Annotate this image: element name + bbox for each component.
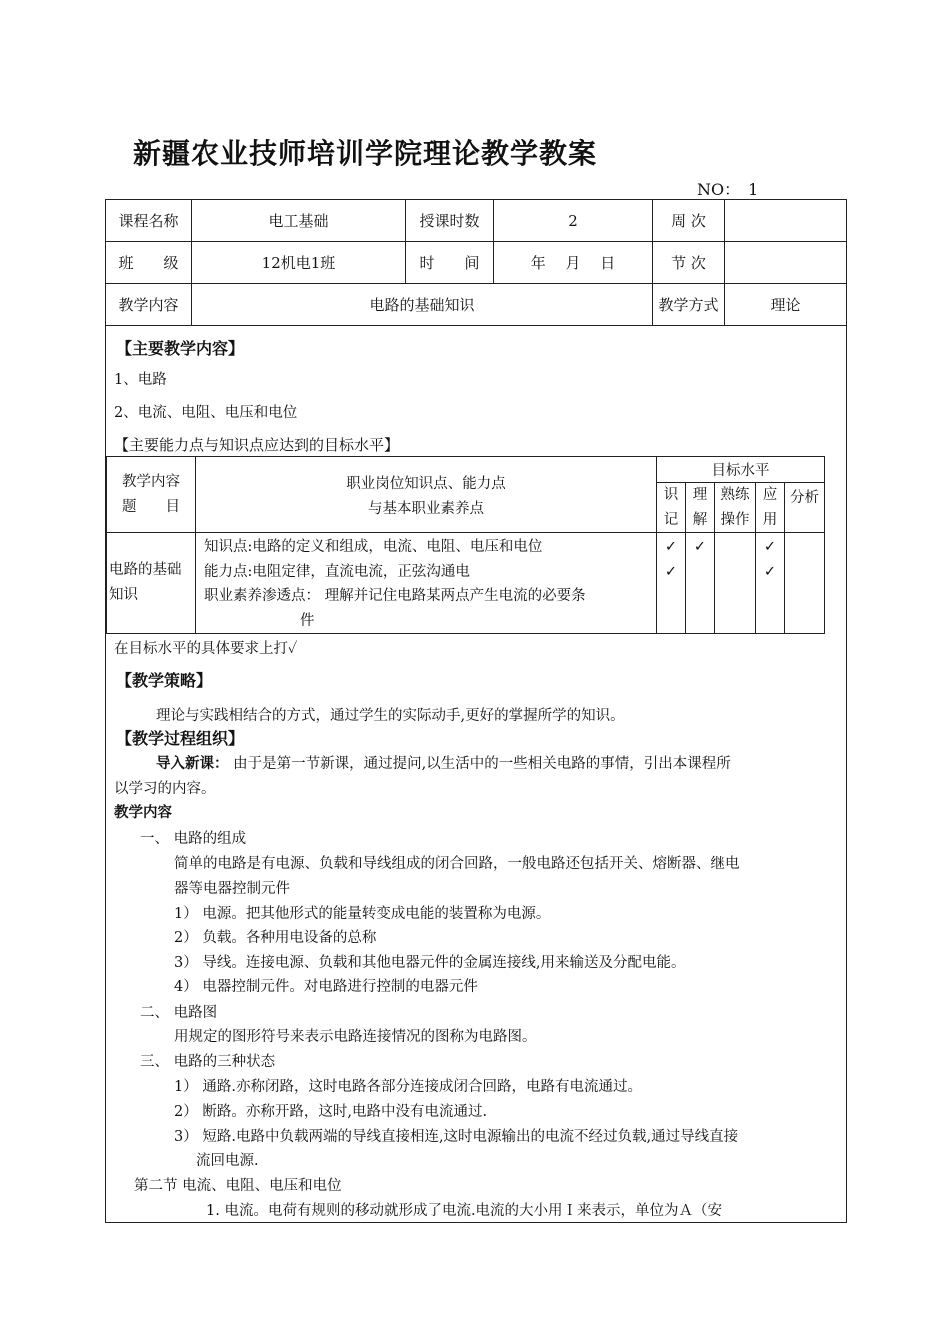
teaching-content-label: 教学内容 [114, 805, 172, 821]
main-content-item: 2、电流、电阻、电压和电位 [114, 405, 298, 421]
s2-paragraph: 用规定的图形符号来表示电路连接情况的图称为电路图。 [174, 1029, 537, 1045]
literacy-point: 职业素养渗透点： 理解并记住电路某两点产生电流的必要条 [204, 588, 586, 604]
class-value: 12机电1班 [192, 242, 406, 284]
check-apply [756, 533, 785, 634]
header-table [105, 199, 847, 326]
intro-label: 导入新课： [156, 756, 229, 772]
time-label: 时 间 [406, 242, 494, 284]
course-value: 电工基础 [192, 200, 406, 242]
strategy-heading: 【教学策略】 [116, 671, 213, 690]
check-analyze [785, 533, 825, 634]
s1-item: 4） 电器控制元件。对电路进行控制的电器元件 [174, 979, 478, 995]
s3-item: 2） 断路。亦称开路，这时,电路中没有电流通过. [174, 1104, 488, 1120]
week-label: 周 次 [653, 200, 725, 242]
check-mark: ✓ [763, 539, 777, 555]
s1-title: 一、 电路的组成 [140, 831, 247, 847]
intro-line [156, 752, 731, 773]
check-operate [715, 533, 756, 634]
time-value: 年 月 日 [494, 242, 653, 284]
check-mark: ✓ [763, 563, 777, 580]
s3-item-cont: 流回电源. [196, 1153, 259, 1169]
col-points-line1: 职业岗位知识点、能力点 [346, 475, 506, 492]
col-points-line2: 与基本职业素养点 [368, 500, 484, 517]
s1-item: 1） 电源。把其他形式的能量转变成电能的装置称为电源。 [174, 906, 551, 922]
doc-number-label: NO： [697, 180, 741, 199]
main-content-heading: 【主要教学内容】 [116, 339, 245, 358]
content-label: 教学内容 [106, 284, 192, 326]
col-topic-header: 教学内容 题 目 [107, 457, 196, 533]
check-memorize [657, 533, 686, 634]
hours-label: 授课时数 [406, 200, 494, 242]
check-mark: ✓ [664, 563, 678, 580]
process-heading: 【教学过程组织】 [116, 729, 245, 748]
level-understand-header: 理 解 [686, 483, 715, 533]
target-level-table [106, 456, 825, 634]
col-points-header [196, 457, 657, 533]
method-value: 理论 [725, 284, 847, 326]
intro-text: 由于是第一节新课，通过提问,以生活中的一些相关电路的事情，引出本课程所 [228, 756, 731, 772]
row-points [196, 533, 657, 634]
level-apply-header: 应 用 [756, 483, 785, 533]
doc-number [697, 177, 758, 200]
section-value [725, 242, 847, 284]
content-value: 电路的基础知识 [192, 284, 653, 326]
s3-item: 3） 短路.电路中负载两端的导线直接相连,这时电源输出的电流不经过负载,通过导线直接 [174, 1129, 739, 1145]
method-label: 教学方式 [653, 284, 725, 326]
target-level-header: 目标水平 [657, 457, 825, 483]
level-memorize-header: 识 记 [657, 483, 686, 533]
intro-text-cont: 以学习的内容。 [114, 781, 216, 797]
page-title: 新疆农业技师培训学院理论教学教案 [133, 137, 598, 170]
knowledge-point: 知识点:电路的定义和组成，电流、电阻、电压和电位 [204, 539, 543, 555]
row-topic: 电路的基础 知识 [107, 533, 196, 634]
main-content-item: 1、电路 [114, 372, 167, 388]
doc-number-value: 1 [748, 180, 759, 199]
week-value [725, 200, 847, 242]
s1-paragraph: 简单的电路是有电源、负载和导线组成的闭合回路，一般电路还包括开关、熔断器、继电 [174, 856, 740, 872]
s3-title: 三、 电路的三种状态 [140, 1054, 276, 1070]
target-note: 在目标水平的具体要求上打✓ [114, 641, 298, 657]
ability-point: 能力点:电阻定律，直流电流，正弦沟通电 [204, 563, 470, 580]
lesson-body [105, 324, 847, 1223]
section2-item: 1. 电流。电荷有规则的移动就形成了电流.电流的大小用Ｉ来表示，单位为Ａ（安 [206, 1203, 723, 1219]
literacy-point-cont: 件 [300, 612, 315, 629]
s1-item: 3） 导线。连接电源、负载和其他电器元件的金属连接线,用来输送及分配电能。 [174, 955, 686, 971]
ability-heading: 【主要能力点与知识点应达到的目标水平】 [114, 436, 400, 454]
s3-item: 1） 通路.亦称闭路，这时电路各部分连接成闭合回路，电路有电流通过。 [174, 1079, 642, 1095]
check-mark: ✓ [693, 539, 707, 555]
class-label: 班 级 [106, 242, 192, 284]
section2-title: 第二节 电流、电阻、电压和电位 [134, 1178, 342, 1194]
level-analyze-header: 分析 [785, 483, 825, 533]
strategy-text: 理论与实践相结合的方式，通过学生的实际动手,更好的掌握所学的知识。 [156, 708, 625, 724]
hours-value: 2 [494, 200, 653, 242]
course-label: 课程名称 [106, 200, 192, 242]
check-mark: ✓ [664, 539, 678, 555]
check-understand [686, 533, 715, 634]
s2-title: 二、 电路图 [140, 1005, 218, 1021]
s1-item: 2） 负载。各种用电设备的总称 [174, 930, 377, 946]
level-operate-header: 熟练 操作 [715, 483, 756, 533]
section-label: 节 次 [653, 242, 725, 284]
s1-paragraph-cont: 器等电器控制元件 [174, 881, 290, 897]
